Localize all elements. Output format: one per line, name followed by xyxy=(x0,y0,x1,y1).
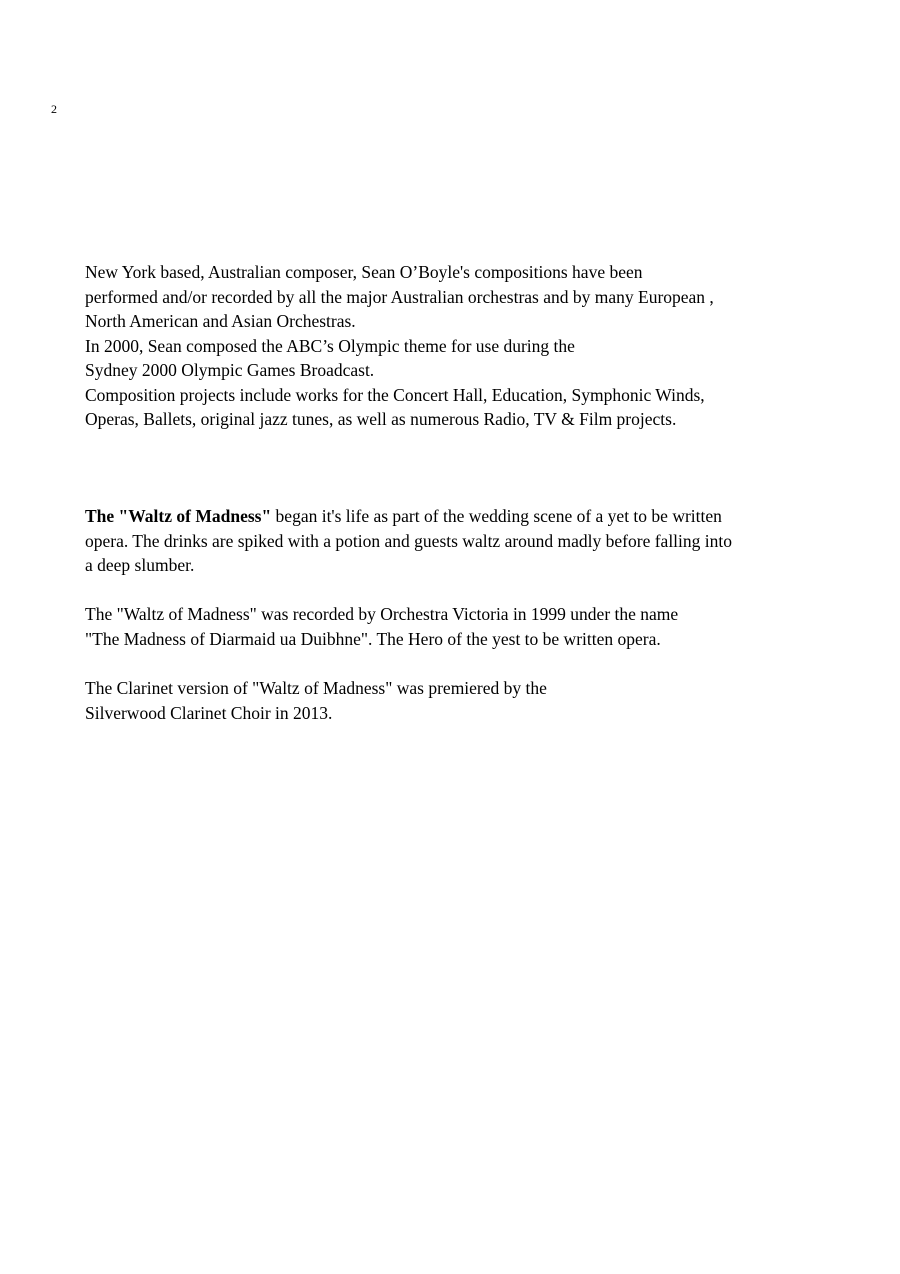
composer-bio-paragraph xyxy=(85,260,875,432)
recording-line: "The Madness of Diarmaid ua Duibhne". The Hero of the yest to be written opera. xyxy=(85,628,661,649)
bio-line: Operas, Ballets, original jazz tunes, as well as numerous Radio, TV & Film projects. xyxy=(85,409,677,429)
bio-line: Composition projects include works for the Concert Hall, Education, Symphonic Winds, xyxy=(85,384,705,405)
recording-paragraph xyxy=(85,602,875,651)
waltz-description-paragraph xyxy=(85,504,875,578)
bio-line: In 2000, Sean composed the ABC’s Olympic theme for use during the xyxy=(85,335,575,356)
description-line: a deep slumber. xyxy=(85,555,195,575)
bio-line: Sydney 2000 Olympic Games Broadcast. xyxy=(85,360,375,380)
description-line xyxy=(85,504,875,529)
bio-line: New York based, Australian composer, Sean O’Boyle's compositions have been xyxy=(85,262,643,282)
premiere-line: The Clarinet version of "Waltz of Madness" was premiered by the xyxy=(85,678,547,698)
description-line-text: began it's life as part of the wedding scene of a yet to be written xyxy=(271,506,722,526)
premiere-line: Silverwood Clarinet Choir in 2013. xyxy=(85,702,333,723)
bio-line: performed and/or recorded by all the major Australian orchestras and by many European , xyxy=(85,286,714,307)
premiere-paragraph xyxy=(85,676,875,725)
recording-line: The "Waltz of Madness" was recorded by Orchestra Victoria in 1999 under the name xyxy=(85,604,679,624)
bio-line: North American and Asian Orchestras. xyxy=(85,311,356,331)
page-number: 2 xyxy=(51,102,57,116)
work-title-bold: The "Waltz of Madness" xyxy=(85,506,272,526)
description-line: opera. The drinks are spiked with a potion and guests waltz around madly before falling into xyxy=(85,530,733,551)
